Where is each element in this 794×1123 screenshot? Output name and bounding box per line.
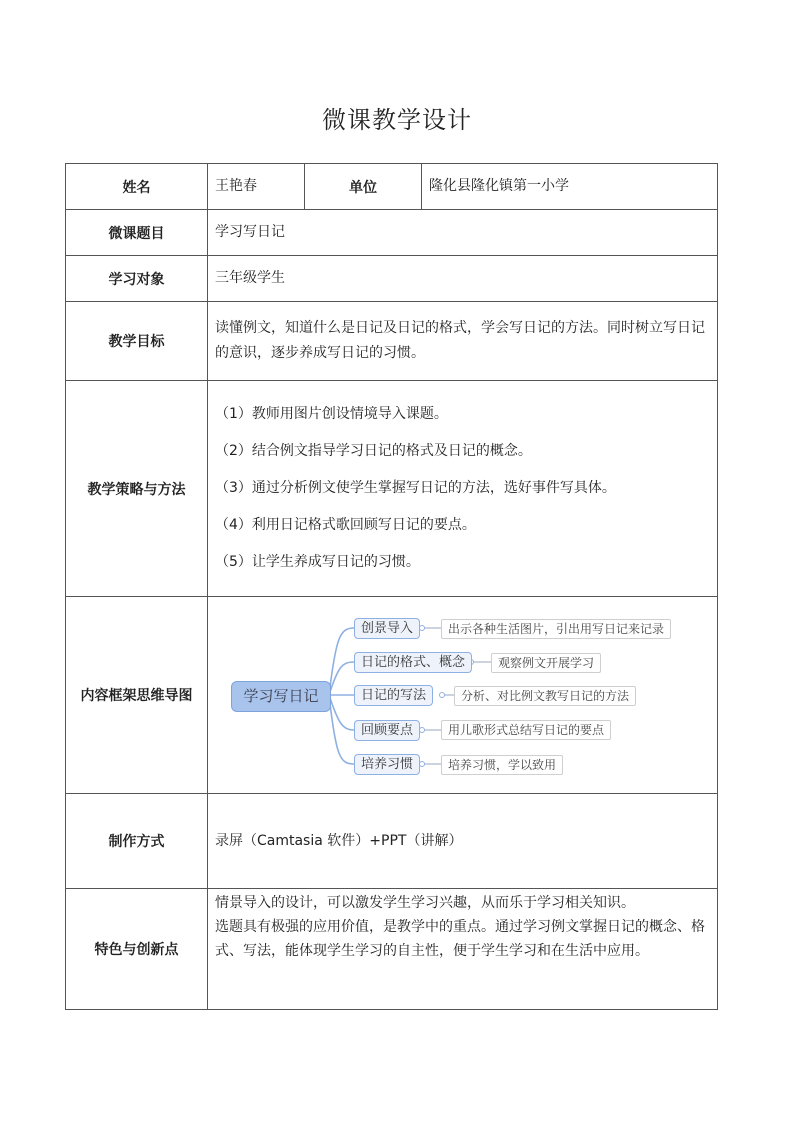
branch-node: 创景导入 [354,618,420,639]
mindmap-label: 内容框架思维导图 [66,597,208,794]
branch-dot-3 [440,693,445,698]
goal-value: 读懂例文，知道什么是日记及日记的格式，学会写日记的方法。同时树立写日记的意识，逐步养成写日记的习惯。 [208,302,718,381]
page-title: 微课教学设计 [322,106,472,134]
row-mindmap [66,597,718,794]
mind-map [208,597,717,793]
branch-node: 培养习惯 [354,754,420,775]
branch-node: 回顾要点 [354,720,420,741]
audience-label: 学习对象 [66,256,208,302]
strategy-step: （4）利用日记格式歌回顾写日记的要点。 [215,517,476,533]
mindmap-cell [208,597,718,794]
features-value [208,889,718,1010]
row-topic [66,210,718,256]
goal-label: 教学目标 [66,302,208,381]
branch-detail: 培养习惯，学以致用 [441,755,563,775]
branch-dot-5 [420,762,425,767]
strategy-step: （1）教师用图片创设情境导入课题。 [215,406,448,422]
name-value: 王艳春 [208,164,305,210]
row-strategy [66,381,718,597]
strategy-step: （5）让学生养成写日记的习惯。 [215,554,420,570]
branch-dot-4 [420,728,425,733]
name-label: 姓名 [66,164,208,210]
audience-value: 三年级学生 [208,256,718,302]
row-name [66,164,718,210]
features-label: 特色与创新点 [66,889,208,1010]
strategy-list [208,381,718,597]
features-paragraph: 选题具有极强的应用价值，是教学中的重点。通过学习例文掌握日记的概念、格式、写法，能体现学生学习的自主性，便于学生学习和在生活中应用。 [215,919,705,959]
topic-label: 微课题目 [66,210,208,256]
strategy-step: （3）通过分析例文使学生掌握写日记的方法，选好事件写具体。 [215,480,616,496]
topic-value: 学习写日记 [208,210,718,256]
branch-detail: 观察例文开展学习 [491,653,601,673]
branch-node: 日记的写法 [354,685,433,706]
row-features [66,889,718,1010]
row-goal [66,302,718,381]
unit-value: 隆化县隆化镇第一小学 [422,164,718,210]
branch-detail: 用儿歌形式总结写日记的要点 [441,720,611,740]
mind-map-root: 学习写日记 [231,681,331,712]
production-value: 录屏（Camtasia 软件）+PPT（讲解） [208,794,718,889]
branch-node: 日记的格式、概念 [354,652,472,673]
production-label: 制作方式 [66,794,208,889]
branch-detail: 出示各种生活图片，引出用写日记来记录 [441,619,671,639]
branch-detail: 分析、对比例文教写日记的方法 [454,686,636,706]
branch-dot-1 [420,626,425,631]
unit-label: 单位 [305,164,422,210]
strategy-label: 教学策略与方法 [66,381,208,597]
row-production [66,794,718,889]
design-table [65,163,718,1010]
row-audience [66,256,718,302]
strategy-step: （2）结合例文指导学习日记的格式及日记的概念。 [215,443,532,459]
features-paragraph: 情景导入的设计，可以激发学生学习兴趣，从而乐于学习相关知识。 [215,895,635,911]
